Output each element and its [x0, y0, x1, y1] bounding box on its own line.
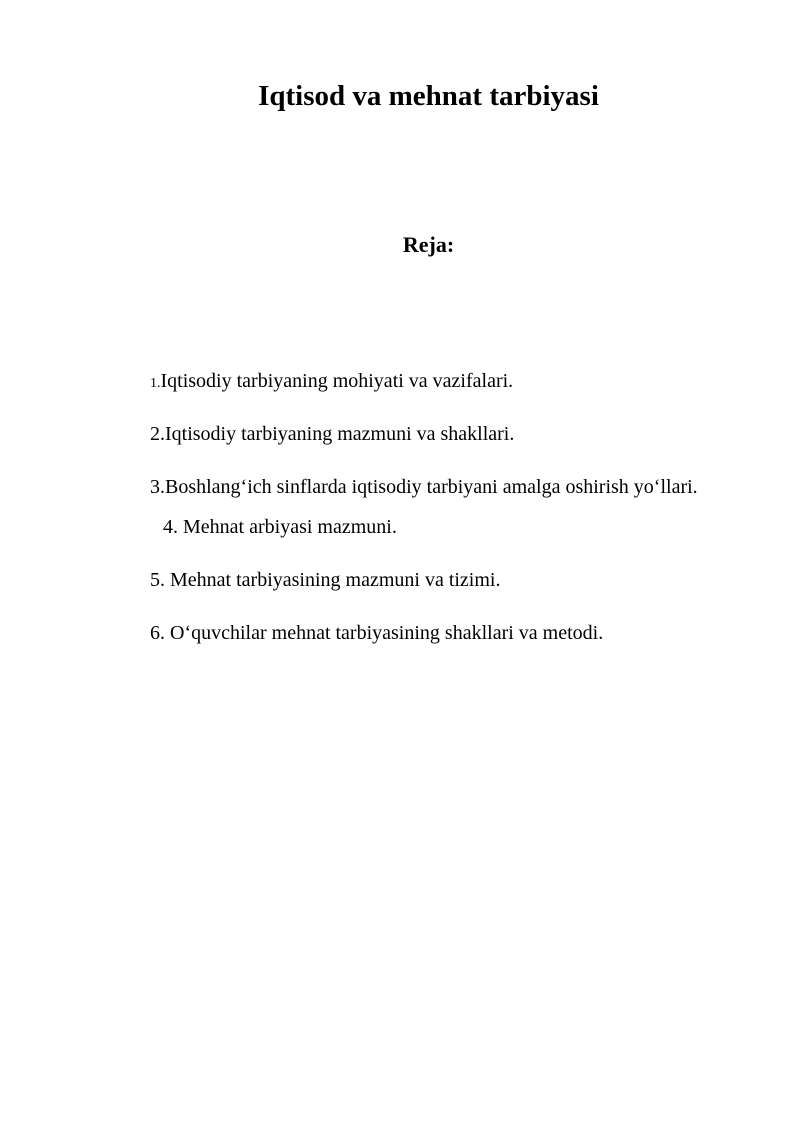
plan-item-number: 4.: [163, 516, 183, 538]
plan-item-number: 5.: [150, 569, 170, 591]
plan-item-6: [150, 620, 603, 646]
plan-item-3: [150, 474, 698, 500]
plan-item-1: [150, 368, 513, 397]
plan-item-text: Iqtisodiy tarbiyaning mohiyati va vazifalari.: [160, 370, 514, 392]
plan-item-text: O‘quvchilar mehnat tarbiyasining shakllari va metodi.: [170, 622, 604, 644]
plan-item-number: 1.: [150, 376, 161, 391]
document-title: Iqtisod va mehnat tarbiyasi: [258, 80, 599, 112]
plan-item-4: [163, 514, 397, 540]
plan-item-text: Mehnat tarbiyasining mazmuni va tizimi.: [170, 569, 501, 591]
plan-item-text: Mehnat arbiyasi mazmuni.: [183, 516, 397, 538]
plan-item-text: Boshlang‘ich sinflarda iqtisodiy tarbiyani amalga oshirish yo‘llari.: [165, 476, 698, 498]
plan-item-number: 2.: [150, 423, 165, 445]
plan-item-number: 6.: [150, 622, 170, 644]
plan-item-text: Iqtisodiy tarbiyaning mazmuni va shakllari.: [165, 423, 515, 445]
plan-heading: Reja:: [402, 232, 455, 257]
plan-item-number: 3.: [150, 476, 165, 498]
plan-item-2: [150, 421, 514, 447]
plan-item-5: [150, 567, 500, 593]
